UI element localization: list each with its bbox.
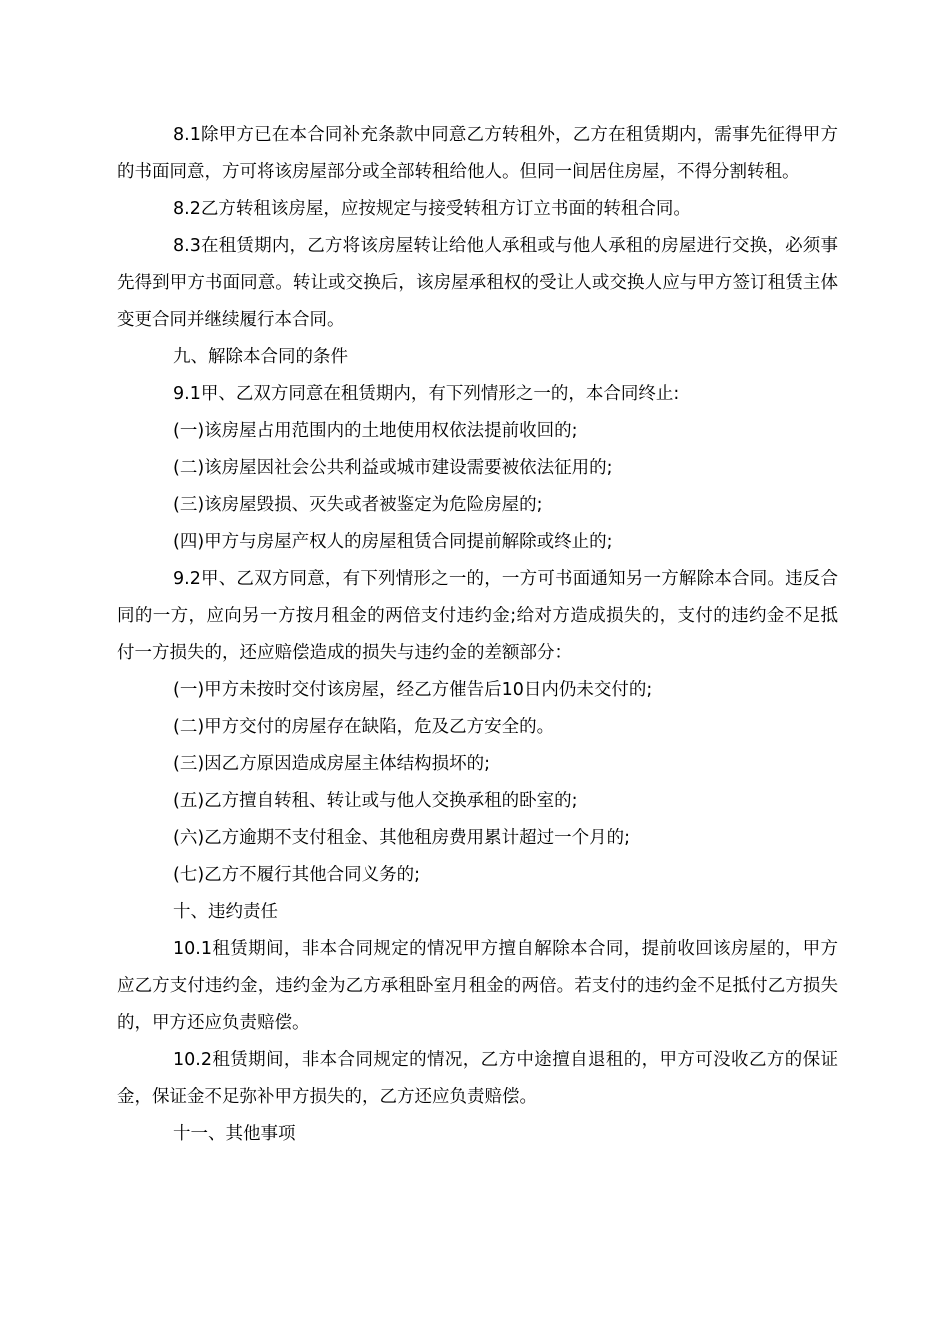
section-heading-10: 十、违约责任 bbox=[173, 902, 278, 922]
list-item: (四)甲方与房屋产权人的房屋租赁合同提前解除或终止的; bbox=[173, 532, 613, 552]
list-item: (五)乙方擅自转租、转让或与他人交换承租的卧室的; bbox=[173, 791, 578, 811]
section-heading-11: 十一、其他事项 bbox=[173, 1124, 296, 1144]
clause-8-3: 8.3在租赁期内，乙方将该房屋转让给他人承租或与他人承租的房屋进行交换，必须事先得到甲方书面同意。转让或交换后，该房屋承租权的受让人或交换人应与甲方签订租赁主体变更合同并继续履行本合同。 bbox=[117, 236, 838, 330]
list-item: (七)乙方不履行其他合同义务的; bbox=[173, 865, 421, 885]
list-item: (一)甲方未按时交付该房屋，经乙方催告后10日内仍未交付的; bbox=[173, 680, 653, 700]
list-item: (三)该房屋毁损、灭失或者被鉴定为危险房屋的; bbox=[173, 495, 543, 515]
clause-9-1: 9.1甲、乙双方同意在租赁期内，有下列情形之一的，本合同终止: bbox=[173, 384, 680, 404]
list-item: (二)该房屋因社会公共利益或城市建设需要被依法征用的; bbox=[173, 458, 613, 478]
list-item: (六)乙方逾期不支付租金、其他租房费用累计超过一个月的; bbox=[173, 828, 631, 848]
clause-8-2: 8.2乙方转租该房屋，应按规定与接受转租方订立书面的转租合同。 bbox=[173, 199, 691, 219]
list-item: (二)甲方交付的房屋存在缺陷，危及乙方安全的。 bbox=[173, 717, 555, 737]
clause-9-2: 9.2甲、乙双方同意，有下列情形之一的，一方可书面通知另一方解除本合同。违反合同的一方，应向另一方按月租金的两倍支付违约金;给对方造成损失的，支付的违约金不足抵付一方损失的，还应赔偿造成的损失与违约金的差额部分： bbox=[117, 569, 838, 663]
clause-10-1: 10.1租赁期间，非本合同规定的情况甲方擅自解除本合同，提前收回该房屋的，甲方应乙方支付违约金，违约金为乙方承租卧室月租金的两倍。若支付的违约金不足抵付乙方损失的，甲方还应负责赔偿。 bbox=[117, 939, 838, 1033]
section-heading-9: 九、解除本合同的条件 bbox=[173, 347, 348, 367]
document-body bbox=[117, 117, 838, 1153]
list-item: (三)因乙方原因造成房屋主体结构损坏的; bbox=[173, 754, 491, 774]
clause-8-1: 8.1除甲方已在本合同补充条款中同意乙方转租外，乙方在租赁期内，需事先征得甲方的书面同意，方可将该房屋部分或全部转租给他人。但同一间居住房屋，不得分割转租。 bbox=[117, 125, 838, 182]
clause-10-2: 10.2租赁期间，非本合同规定的情况，乙方中途擅自退租的，甲方可没收乙方的保证金，保证金不足弥补甲方损失的，乙方还应负责赔偿。 bbox=[117, 1050, 838, 1107]
list-item: (一)该房屋占用范围内的土地使用权依法提前收回的; bbox=[173, 421, 578, 441]
